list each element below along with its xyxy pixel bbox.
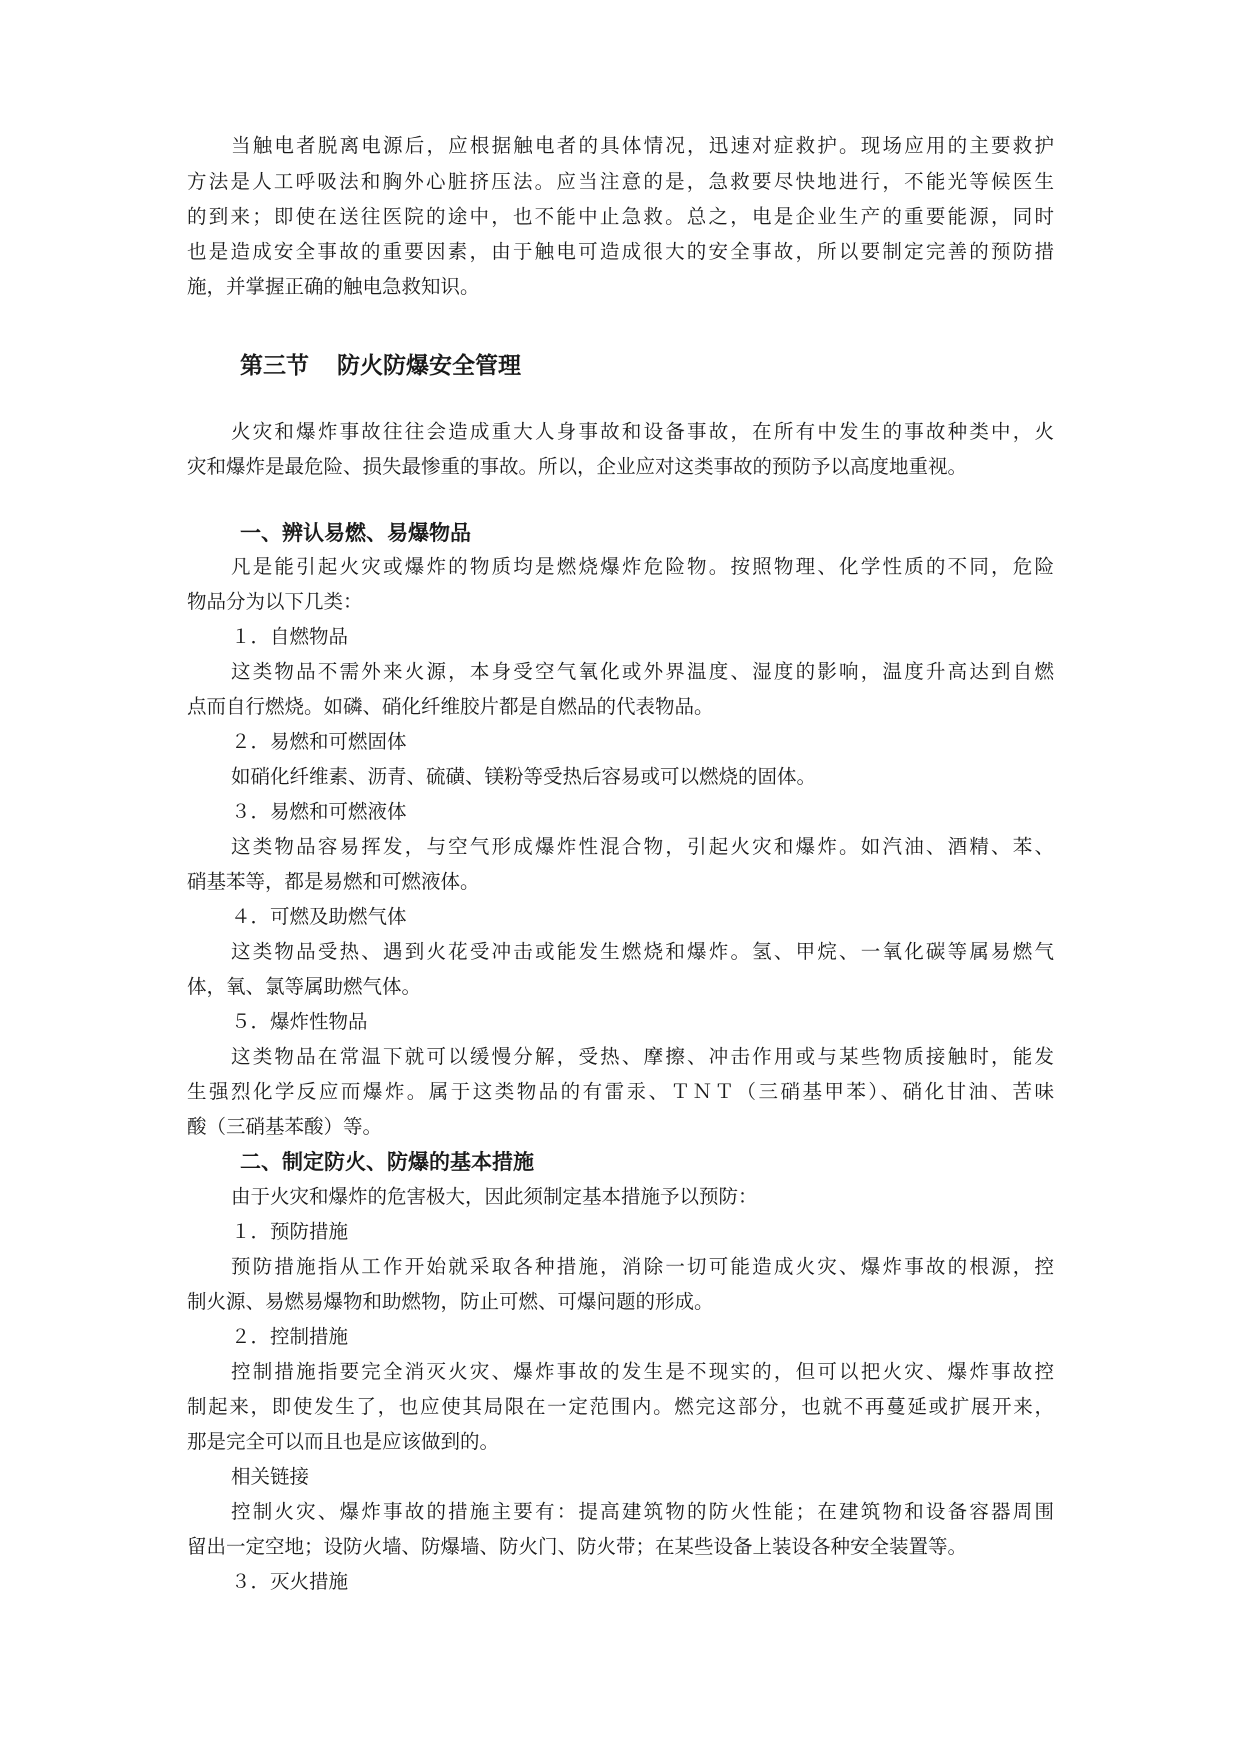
item-label: １．自燃物品 [231, 625, 349, 648]
paragraph-line: 控制措施指要完全消灭火灾、爆炸事故的发生是不现实的，但可以把火灾、爆炸事故控 [231, 1360, 1054, 1383]
paragraph-line: 这类物品容易挥发，与空气形成爆炸性混合物，引起火灾和爆炸。如汽油、酒精、苯、 [231, 835, 1054, 858]
paragraph-line: 由于火灾和爆炸的危害极大，因此须制定基本措施予以预防： [231, 1185, 758, 1208]
paragraph-line: 留出一定空地；设防火墙、防爆墙、防火门、防火带；在某些设备上装设各种安全装置等。 [187, 1535, 968, 1558]
paragraph-line: 物品分为以下几类： [187, 590, 363, 613]
section-number: 第三节 [240, 352, 309, 379]
paragraph-line: 施，并掌握正确的触电急救知识。 [187, 275, 480, 298]
paragraph-line: 灾和爆炸是最危险、损失最惨重的事故。所以，企业应对这类事故的预防予以高度地重视。 [187, 455, 968, 478]
section-title: 防火防爆安全管理 [337, 352, 521, 379]
paragraph-line: 生强烈化学反应而爆炸。属于这类物品的有雷汞、ＴＮＴ（三硝基甲苯）、硝化甘油、苦味 [187, 1080, 1054, 1103]
paragraph-line: 那是完全可以而且也是应该做到的。 [187, 1430, 500, 1453]
paragraph-line: 方法是人工呼吸法和胸外心脏挤压法。应当注意的是，急救要尽快地进行，不能光等候医生 [187, 170, 1054, 193]
section-heading [240, 348, 521, 384]
paragraph-line: 凡是能引起火灾或爆炸的物质均是燃烧爆炸危险物。按照物理、化学性质的不同，危险 [231, 555, 1054, 578]
item-label: ３．灭火措施 [231, 1570, 349, 1593]
paragraph-line: 控制火灾、爆炸事故的措施主要有：提高建筑物的防火性能；在建筑物和设备容器周围 [231, 1500, 1054, 1523]
item-label: ２．控制措施 [231, 1325, 349, 1348]
item-label: ４．可燃及助燃气体 [231, 905, 407, 928]
paragraph-line: 点而自行燃烧。如磷、硝化纤维胶片都是自燃品的代表物品。 [187, 695, 714, 718]
paragraph-line: 这类物品不需外来火源，本身受空气氧化或外界温度、湿度的影响，温度升高达到自燃 [231, 660, 1054, 683]
subsection-heading: 二、制定防火、防爆的基本措施 [240, 1149, 534, 1174]
paragraph-line: 也是造成安全事故的重要因素，由于触电可造成很大的安全事故，所以要制定完善的预防措 [187, 240, 1054, 263]
paragraph-line: 制火源、易燃易爆物和助燃物，防止可燃、可爆问题的形成。 [187, 1290, 714, 1313]
paragraph-line: 当触电者脱离电源后，应根据触电者的具体情况，迅速对症救护。现场应用的主要救护 [231, 134, 1054, 157]
related-link-label: 相关链接 [231, 1465, 310, 1488]
item-label: ５．爆炸性物品 [231, 1010, 368, 1033]
paragraph-line: 酸（三硝基苯酸）等。 [187, 1115, 383, 1138]
paragraph-line: 硝基苯等，都是易燃和可燃液体。 [187, 870, 480, 893]
paragraph-line: 这类物品受热、遇到火花受冲击或能发生燃烧和爆炸。氢、甲烷、一氧化碳等属易燃气 [231, 940, 1054, 963]
paragraph-line: 预防措施指从工作开始就采取各种措施，消除一切可能造成火灾、爆炸事故的根源，控 [231, 1255, 1054, 1278]
paragraph-line: 这类物品在常温下就可以缓慢分解，受热、摩擦、冲击作用或与某些物质接触时，能发 [231, 1045, 1054, 1068]
item-label: ３．易燃和可燃液体 [231, 800, 407, 823]
item-label: ２．易燃和可燃固体 [231, 730, 407, 753]
paragraph-line: 制起来，即使发生了，也应使其局限在一定范围内。燃完这部分，也就不再蔓延或扩展开来， [187, 1395, 1054, 1418]
paragraph-line: 的到来；即使在送往医院的途中，也不能中止急救。总之，电是企业生产的重要能源，同时 [187, 205, 1054, 228]
paragraph-line: 体，氧、氯等属助燃气体。 [187, 975, 422, 998]
item-label: １．预防措施 [231, 1220, 349, 1243]
paragraph-line: 如硝化纤维素、沥青、硫磺、镁粉等受热后容易或可以燃烧的固体。 [231, 765, 817, 788]
subsection-heading: 一、辨认易燃、易爆物品 [240, 520, 471, 545]
paragraph-line: 火灾和爆炸事故往往会造成重大人身事故和设备事故，在所有中发生的事故种类中，火 [231, 420, 1054, 443]
